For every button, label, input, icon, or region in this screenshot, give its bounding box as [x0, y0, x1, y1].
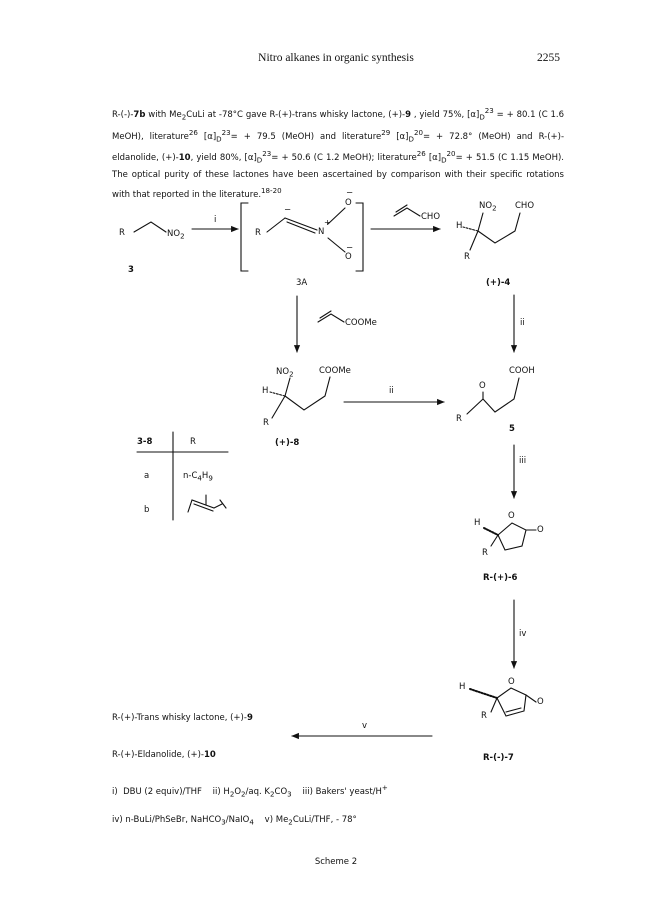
c7-bond-to-H — [470, 689, 497, 698]
r-label: R — [119, 228, 125, 238]
hydrogen-label: H — [456, 221, 463, 231]
aldehyde-label: CHO — [421, 212, 441, 222]
step-iii-label: iii — [519, 456, 527, 466]
table-row-a-group: $n-C_4H_9$ — [183, 471, 213, 483]
c4-bond-to-R — [470, 231, 478, 250]
superscript: 23 — [484, 106, 494, 115]
bracket-right — [356, 203, 363, 271]
r-label: R — [263, 418, 269, 428]
acid-label: COOH — [509, 366, 535, 376]
text-run: [α] — [390, 131, 409, 142]
bracket-left — [241, 203, 248, 271]
ring-oxygen-label: O — [508, 511, 515, 521]
reference-mark: 26 — [416, 149, 426, 159]
nitroalkane-bonds — [134, 222, 166, 232]
text-run: = + 50.6 (C 1.2 MeOH); literature — [271, 152, 417, 163]
nitrogen-label: N — [318, 227, 325, 237]
superscript: 23 — [262, 149, 272, 159]
scheme-caption: Scheme 2 — [314, 857, 358, 867]
oxygen-label: O — [345, 252, 352, 262]
row-b-structure — [188, 500, 222, 512]
c7-carbonyl — [526, 695, 536, 702]
hydrogen-label: H — [474, 518, 481, 528]
c4-chain — [478, 213, 520, 243]
c5-bond-to-R — [467, 399, 483, 414]
compound-ref: 10 — [178, 152, 191, 163]
c8-bond-to-R — [272, 396, 285, 418]
hydrogen-label: H — [262, 386, 269, 396]
superscript: 23 — [221, 127, 231, 137]
subscript: D — [216, 134, 222, 144]
running-title: Nitro alkanes in organic synthesis — [258, 52, 414, 64]
carbanion-charge: − — [284, 205, 292, 215]
oxygen-charge: − — [346, 188, 354, 198]
compound-3-label: 3 — [128, 265, 134, 275]
compound-4-label: (+)-4 — [486, 278, 511, 288]
step-iv-label: iv — [519, 629, 527, 639]
text-run: R-(-)- — [112, 109, 134, 120]
table-row-a-key: a — [144, 471, 150, 481]
c7-bond-to-R — [491, 698, 497, 712]
step-i-label: i — [214, 215, 217, 225]
subscript: D — [256, 155, 263, 165]
r-label: R — [456, 414, 462, 424]
compound-ref: 7b — [133, 109, 146, 120]
subscript: 2 — [181, 112, 187, 122]
nitro-label: $NO_2$ — [167, 229, 185, 241]
compound-8-label: (+)-8 — [275, 438, 300, 448]
oxygen-label: O — [345, 198, 352, 208]
c4-bond-to-NO2 — [478, 213, 483, 231]
nitronate-double-bond — [285, 218, 317, 230]
ketone-oxygen-label: O — [479, 381, 486, 391]
compound-ref: 9 — [405, 109, 412, 120]
subscript: D — [479, 112, 485, 122]
step-ii-label: ii — [389, 386, 394, 396]
text-run: = + 80.1 (C 1.6 MeOH), literature — [112, 109, 565, 142]
hydrogen-label: H — [459, 682, 466, 692]
text-run: = + 51.5 (C 1.15 MeOH). The optical purity of these lactones have been ascertained by comparison with their specific rotations with that reported in the literature. — [112, 152, 564, 200]
r-label: R — [464, 252, 470, 262]
aldehyde-label: CHO — [515, 201, 535, 211]
text-run: [α] — [197, 131, 217, 142]
r-label: R — [482, 548, 488, 558]
superscript: 20 — [446, 149, 456, 159]
c7-ring — [497, 688, 526, 716]
text-run: = + 72.8° (MeOH) and R-(+)-eldanolide, (+)- — [112, 131, 565, 163]
c6-ring — [498, 523, 526, 550]
oxygen-charge: − — [346, 243, 354, 253]
product-eldanolide: R-(+)-Eldanolide, (+)-10 — [112, 750, 216, 760]
table-row-b-key: b — [144, 505, 150, 515]
ester-label: COOMe — [345, 318, 377, 328]
text-run: CuLi at -78°C gave R-(+)-trans whisky lactone, (+)- — [186, 109, 406, 120]
text-run: , yield 80%, [α] — [190, 152, 257, 163]
reference-mark: 26 — [188, 127, 198, 137]
compound-5-label: 5 — [509, 424, 515, 434]
acrolein-bonds — [394, 208, 420, 216]
acrylate-bonds — [318, 314, 344, 322]
nitro-label: $NO_2$ — [276, 367, 294, 379]
step-ii-label: ii — [520, 318, 525, 328]
c5-chain — [483, 378, 519, 412]
subscript: D — [408, 134, 414, 144]
page-number: 2255 — [537, 52, 560, 64]
nitro-label: $NO_2$ — [479, 201, 497, 213]
nitronate-bond — [267, 218, 285, 232]
product-whisky-lactone: R-(+)-Trans whisky lactone, (+)-9 — [112, 713, 253, 723]
reagents-line-2: iv) n-BuLi/PhSeBr, NaHCO$_3$/NaIO$_4$ v) $Me_2CuLi$/THF, - 78° — [112, 815, 357, 827]
text-run: = + 79.5 (MeOH) and literature — [230, 131, 382, 142]
carbonyl-oxygen-label: O — [537, 697, 544, 707]
reference-mark: 29 — [381, 127, 391, 137]
c8-chain — [285, 377, 330, 410]
r-label: R — [481, 711, 487, 721]
row-b-double-bond — [194, 504, 213, 511]
subscript: D — [441, 155, 447, 165]
compound-7-label: R-(-)-7 — [483, 753, 514, 763]
n-o-bond-bottom — [328, 238, 345, 252]
c8-bond-to-NO2 — [285, 378, 290, 396]
table-header-r: R — [190, 437, 196, 447]
nitrogen-charge: + — [324, 218, 331, 227]
carbonyl-oxygen-label: O — [537, 525, 544, 535]
compound-3A-label: 3A — [296, 278, 308, 288]
compound-6-label: R-(+)-6 — [483, 573, 518, 583]
c4-bond-to-H — [463, 227, 478, 231]
text-run: with Me — [145, 109, 182, 120]
c7-ring-double-bond — [506, 708, 521, 712]
c8-bond-to-H — [270, 392, 285, 396]
text-run: , yield 75%, [α] — [411, 109, 480, 120]
ester-label: COOMe — [319, 366, 351, 376]
text-run: [α] — [425, 152, 442, 163]
c6-bond-to-H — [484, 528, 498, 535]
superscript: 20 — [413, 127, 423, 137]
c6-bond-to-R — [491, 535, 498, 546]
reagents-line-1: i) DBU (2 equiv)/THF ii) $H_2O_2/aq$. $K_2CO_3$ iii) Bakers' yeast/H+ — [112, 783, 388, 799]
r-label: R — [255, 228, 261, 238]
step-v-label: v — [362, 721, 368, 731]
ring-oxygen-label: O — [508, 677, 515, 687]
table-header-compounds: 3-8 — [137, 437, 153, 447]
reference-mark: 18-20 — [261, 185, 282, 195]
